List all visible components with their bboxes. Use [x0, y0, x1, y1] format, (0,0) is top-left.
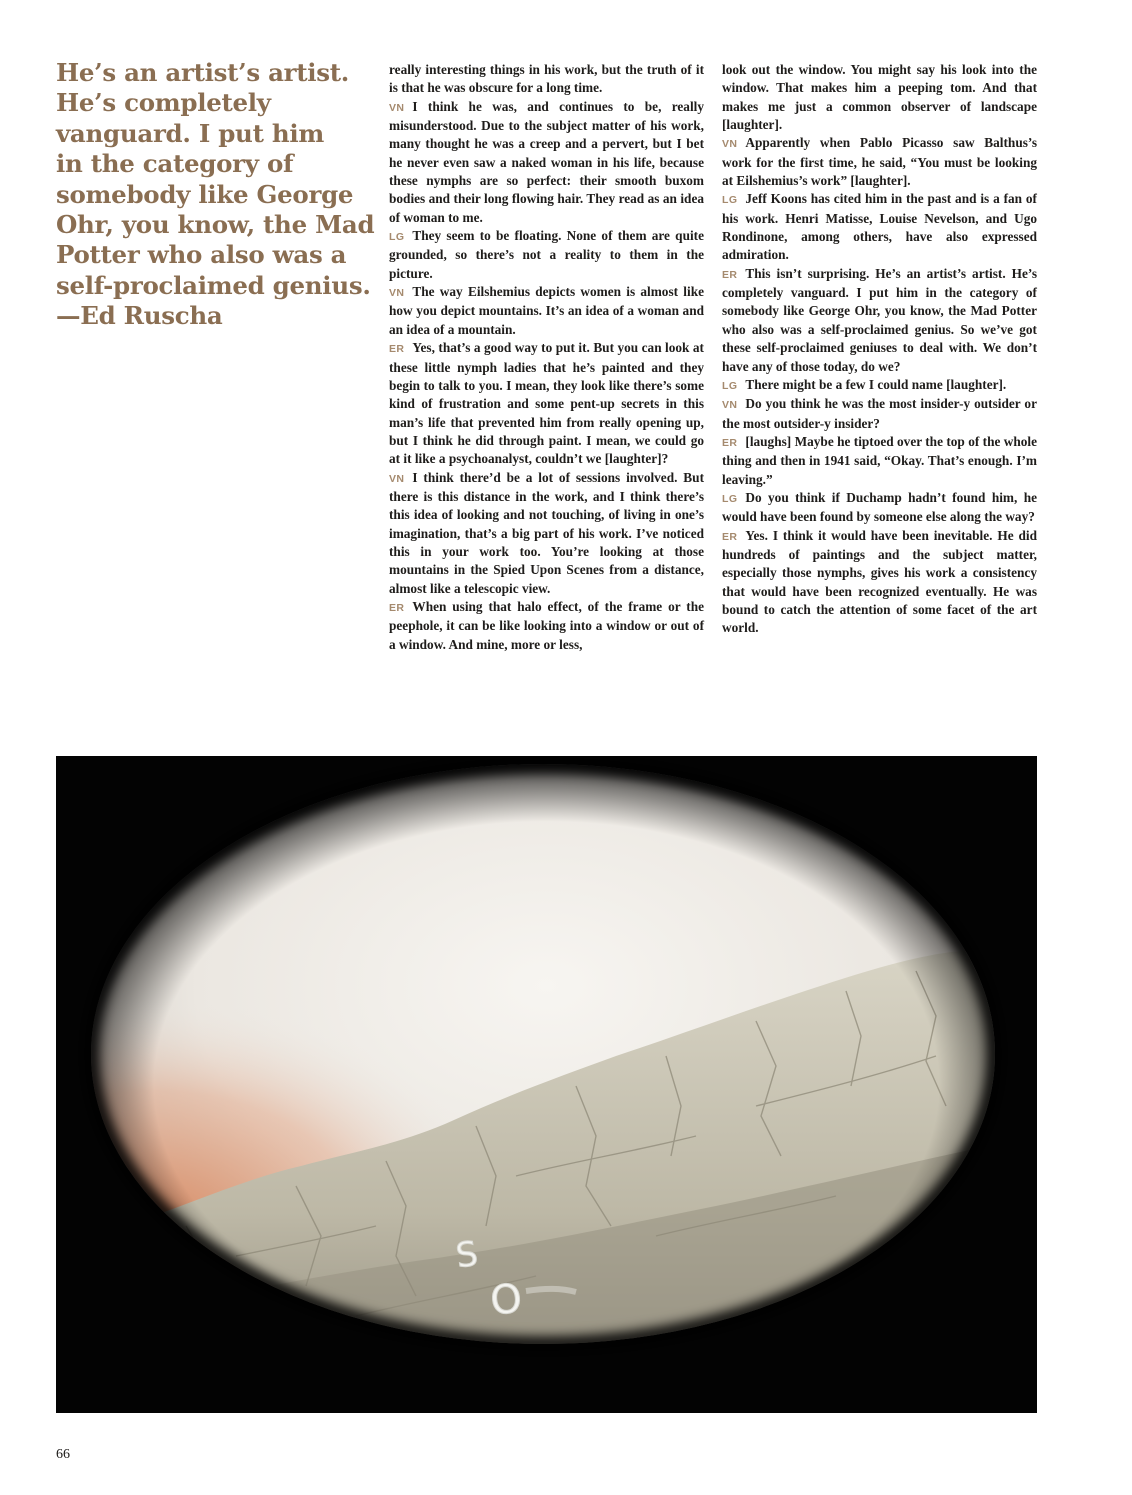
speaker-label: VN	[389, 101, 405, 114]
paragraph-text: Do you think he was the most insider-y outsider or the most outsider-y insider?	[722, 396, 1037, 431]
interview-paragraph	[389, 61, 704, 98]
interview-paragraph	[389, 598, 704, 654]
interview-paragraph	[389, 339, 704, 468]
interview-paragraph	[722, 489, 1037, 527]
speaker-label: ER	[389, 601, 405, 614]
speaker-label: ER	[722, 268, 738, 281]
peephole-landscape-illustration	[56, 756, 1037, 1413]
paragraph-text: When using that halo effect, of the frame or the peephole, it can be like looking into a window or out of a window. And mine, more or less,	[389, 598, 704, 652]
pull-quote-line: self-proclaimed genius.	[56, 270, 371, 300]
interview-paragraph	[722, 265, 1037, 376]
speaker-label: LG	[722, 492, 738, 505]
paragraph-text: [laughs] Maybe he tiptoed over the top of the whole thing and then in 1941 said, “Okay. That’s enough. I’m leaving.”	[722, 433, 1037, 487]
speaker-label: VN	[389, 287, 405, 300]
paragraph-text: Do you think if Duchamp hadn’t found him, he would have been found by someone else along the way?	[722, 489, 1037, 525]
pull-quote-line: vanguard. I put him	[56, 118, 324, 148]
speaker-label: ER	[389, 343, 405, 356]
paragraph-text: There might be a few I could name [laughter].	[745, 376, 1007, 392]
pull-quote	[56, 58, 375, 332]
paragraph-text: I think he was, and continues to be, really misunderstood. Due to the subject matter of his work, many thought he was a creep and a pervert, but I bet he never even saw a naked woman in his life, because these nymphs are so perfect: their smooth buxom bodies and their long flowing hair. They read as an idea of woman to me.	[389, 98, 704, 225]
paragraph-text: Apparently when Pablo Picasso saw Balthus’s work for the first time, he said, “You must be looking at Eilshemius’s work” [laughter].	[722, 135, 1037, 189]
speaker-label: LG	[722, 379, 738, 392]
interview-paragraph	[722, 395, 1037, 433]
paragraph-text: The way Eilshemius depicts women is almost like how you depict mountains. It’s an idea of a woman and an idea of a mountain.	[389, 284, 704, 337]
pull-quote-line: in the category of	[56, 149, 294, 179]
pull-quote-line: He’s completely	[56, 88, 271, 118]
interview-paragraph	[389, 98, 704, 227]
pull-quote-line: Ohr, you know, the Mad	[56, 210, 375, 240]
interview-paragraph	[722, 190, 1037, 264]
speaker-label: VN	[389, 472, 405, 485]
paragraph-text: look out the window. You might say his look into the window. That makes him a peeping tom. And that makes me just a common observer of landscape [laughter].	[722, 62, 1037, 133]
interview-paragraph	[722, 527, 1037, 638]
interview-paragraph	[722, 376, 1037, 395]
paragraph-text: really interesting things in his work, but the truth of it is that he was obscure for a long time.	[389, 62, 704, 96]
pull-quote-attribution: —Ed Ruscha	[56, 301, 223, 331]
paragraph-text: Yes. I think it would have been inevitable. He did hundreds of paintings and the subject matter, especially those nymphs, gives his work a consistency that would have been recognized eventually. He was bound to catch the attention of some facet of the art world.	[722, 527, 1037, 636]
interview-paragraph	[389, 227, 704, 283]
pull-quote-line: Potter who also was a	[56, 240, 347, 270]
interview-column-2	[722, 61, 1037, 638]
speaker-label: ER	[722, 436, 738, 449]
pull-quote-line: somebody like George	[56, 179, 354, 209]
speaker-label: LG	[722, 194, 738, 207]
pull-quote-line: He’s an artist’s artist.	[56, 58, 350, 87]
paragraph-text: They seem to be floating. None of them are quite grounded, so there’s not a reality to them in the picture.	[389, 228, 704, 281]
interview-paragraph	[722, 134, 1037, 190]
speaker-label: VN	[722, 399, 738, 412]
interview-column-1	[389, 61, 704, 654]
interview-paragraph	[389, 469, 704, 598]
paragraph-text: Yes, that’s a good way to put it. But you can look at these little nymph ladies that he’s painted and they begin to talk to you. I mean, they look like there’s some kind of frustration and some pent-up secrets in this man’s life that prevented him from really opening up, but I think he did through paint. I mean, we could go at it like a psychoanalyst, couldn’t we [laughter]?	[389, 340, 704, 467]
artwork-image	[56, 756, 1037, 1413]
speaker-label: ER	[722, 530, 738, 543]
paragraph-text: I think there’d be a lot of sessions involved. But there is this distance in the work, and I think there’s this idea of looking and not touching, of living in one’s imagination, that’s a big part of his work. I’ve noticed this in your work too. You’re looking at those mountains in the Spied Upon Scenes from a distance, almost like a telescopic view.	[389, 469, 704, 596]
page-number: 66	[56, 1447, 70, 1462]
paragraph-text: Jeff Koons has cited him in the past and is a fan of his work. Henri Matisse, Louise Nevelson, and Ugo Rondinone, among others, have also expressed admiration.	[722, 191, 1037, 263]
interview-paragraph	[389, 283, 704, 339]
interview-paragraph	[722, 61, 1037, 134]
paragraph-text: This isn’t surprising. He’s an artist’s artist. He’s completely vanguard. I put him in the category of somebody like George Ohr, you know, the Mad Potter who also was a self-proclaimed genius. So we’ve got these self-proclaimed geniuses to deal with. We don’t have any of those today, do we?	[722, 265, 1037, 374]
speaker-label: VN	[722, 138, 738, 151]
speaker-label: LG	[389, 231, 405, 244]
interview-paragraph	[722, 433, 1037, 489]
